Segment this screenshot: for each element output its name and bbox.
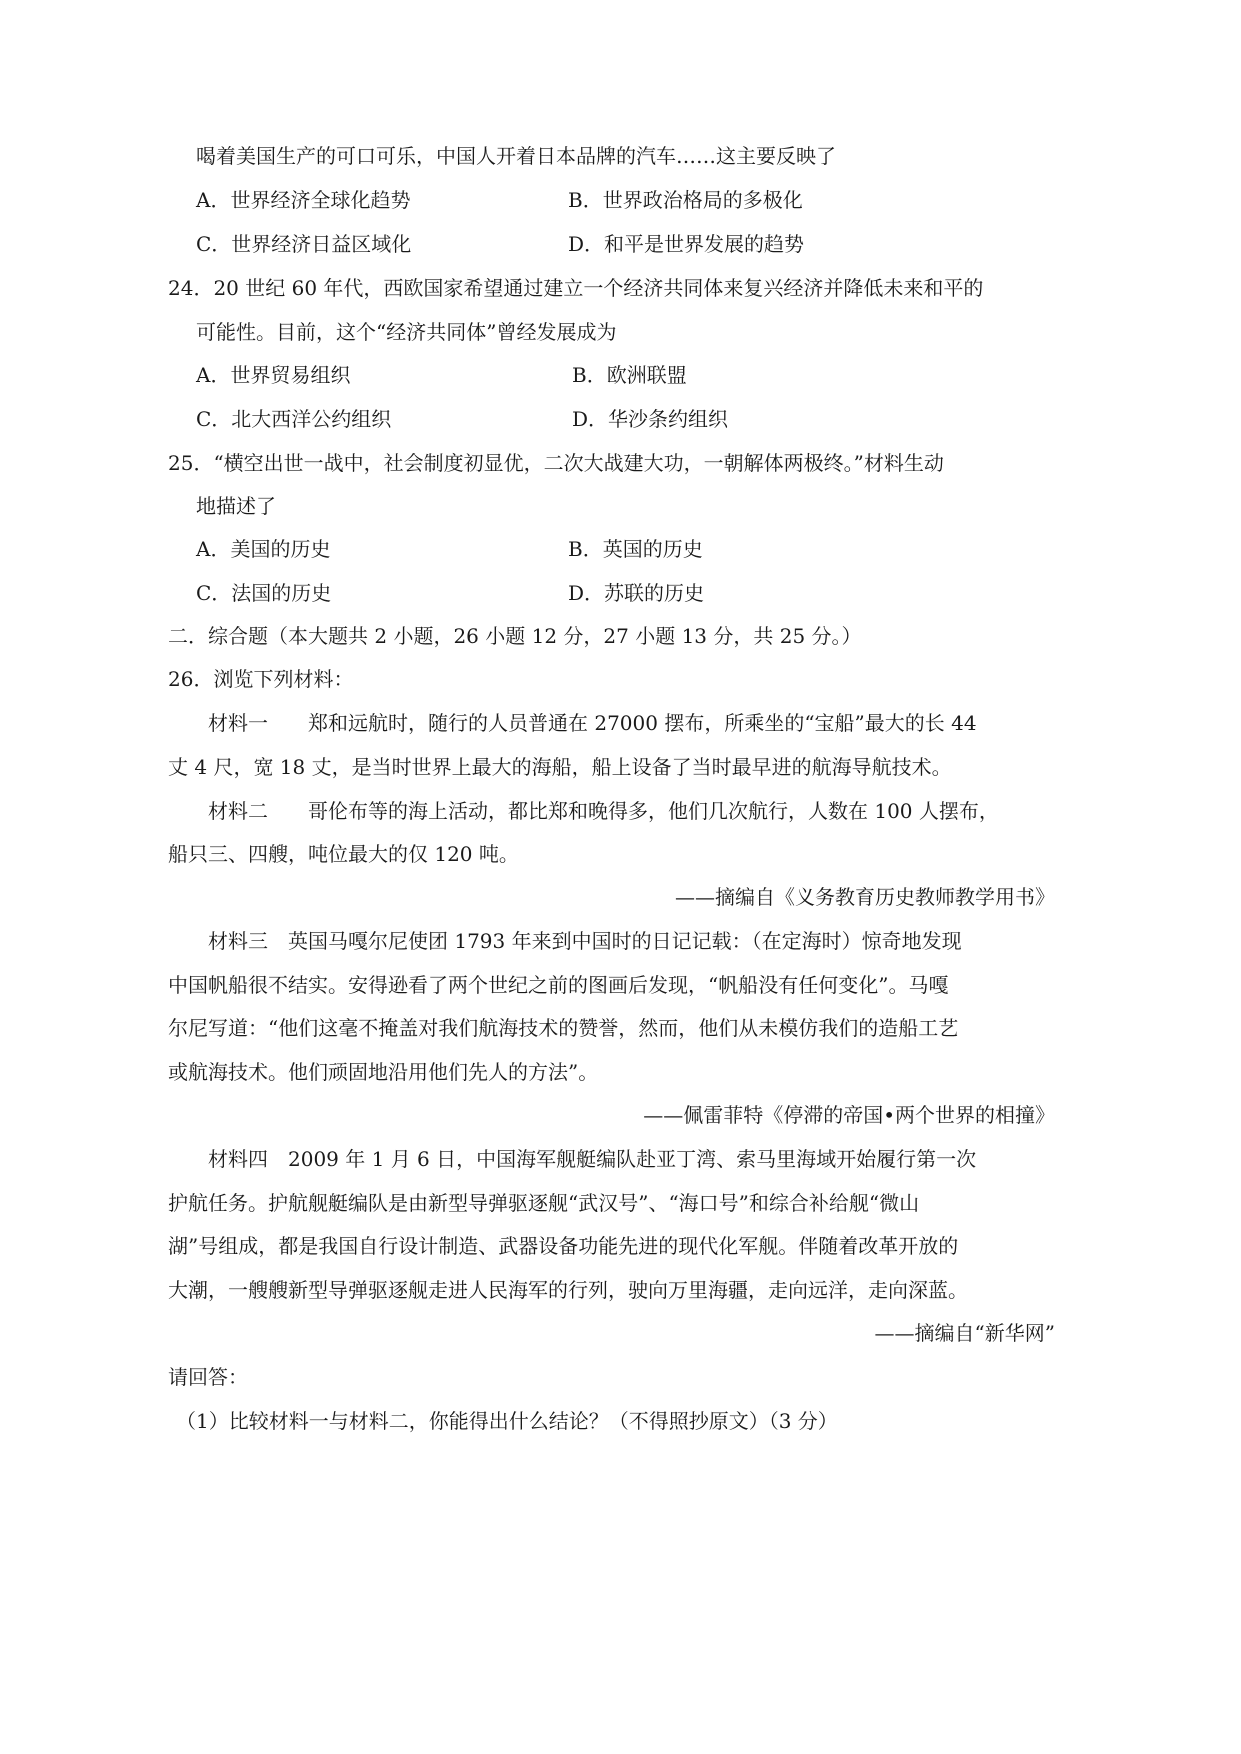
q24-option-d: D．华沙条约组织 (572, 407, 729, 431)
material1-line2: 丈 4 尺，宽 18 丈，是当时世界上最大的海船，船上设备了当时最早进的航海导航技术。 (168, 755, 952, 779)
material2-line2: 船只三、四艘，吨位最大的仅 120 吨。 (168, 842, 519, 866)
q25-stem-line1: 25．“横空出世一战中，社会制度初显优，二次大战建大功，一朝解体两极终。”材料生动 (168, 451, 944, 475)
source-attribution-1: ——摘编自《义务教育历史教师教学用书》 (675, 885, 1055, 909)
q24-stem-line1: 24．20 世纪 60 年代，西欧国家希望通过建立一个经济共同体来复兴经济并降低未来和平的 (168, 276, 984, 300)
material3-line1: 材料三 英国马嘎尔尼使团 1793 年来到中国时的日记记载：（在定海时）惊奇地发现 (208, 929, 962, 953)
material3-line2: 中国帆船很不结实。安得逊看了两个世纪之前的图画后发现，“帆船没有任何变化”。马嘎 (168, 973, 949, 997)
material4-line3: 湖”号组成，都是我国自行设计制造、武器设备功能先进的现代化军舰。伴随着改革开放的 (168, 1234, 959, 1258)
q25-option-a: A．美国的历史 (196, 537, 331, 561)
answer-prompt: 请回答： (168, 1365, 248, 1389)
material2-line1: 材料二 哥伦布等的海上活动，都比郑和晚得多，他们几次航行，人数在 100 人摆布， (208, 799, 999, 823)
q24-option-a: A．世界贸易组织 (196, 363, 351, 387)
material3-line4: 或航海技术。他们顽固地沿用他们先人的方法”。 (168, 1060, 599, 1084)
material4-line4: 大潮，一艘艘新型导弹驱逐舰走进人民海军的行列，驶向万里海疆，走向远洋，走向深蓝。 (168, 1278, 968, 1302)
q24-option-b: B．欧洲联盟 (572, 363, 687, 387)
q25-option-c: C．法国的历史 (196, 581, 332, 605)
q25-option-b: B．英国的历史 (568, 537, 703, 561)
q23-option-c: C．世界经济日益区域化 (196, 232, 412, 256)
material3-line3: 尔尼写道：“他们这毫不掩盖对我们航海技术的赞誉，然而，他们从未模仿我们的造船工艺 (168, 1016, 959, 1040)
q23-option-b: B．世界政治格局的多极化 (568, 188, 803, 212)
material4-line2: 护航任务。护航舰艇编队是由新型导弹驱逐舰“武汉号”、“海口号”和综合补给舰“微山 (168, 1191, 920, 1215)
sub-question-1: （1）比较材料一与材料二，你能得出什么结论？（不得照抄原文）（3 分） (176, 1409, 838, 1433)
q25-option-d: D．苏联的历史 (568, 581, 705, 605)
section2-heading: 二．综合题（本大题共 2 小题，26 小题 12 分，27 小题 13 分，共 25 分。） (168, 624, 862, 648)
source-attribution-2: ——佩雷菲特《停滞的帝国•两个世界的相撞》 (643, 1103, 1055, 1127)
q23-option-a: A．世界经济全球化趋势 (196, 188, 411, 212)
material1-line1: 材料一 郑和远航时，随行的人员普通在 27000 摆布，所乘坐的“宝船”最大的长 44 (208, 711, 977, 735)
q24-stem-line2: 可能性。目前，这个“经济共同体”曾经发展成为 (196, 320, 617, 344)
q26-intro: 26．浏览下列材料： (168, 667, 354, 691)
q25-stem-line2: 地描述了 (196, 494, 276, 518)
material4-line1: 材料四 2009 年 1 月 6 日，中国海军舰艇编队赴亚丁湾、索马里海域开始履行第一次 (208, 1147, 977, 1171)
source-attribution-3: ——摘编自“新华网” (874, 1321, 1055, 1345)
q23-option-d: D．和平是世界发展的趋势 (568, 232, 805, 256)
q24-option-c: C．北大西洋公约组织 (196, 407, 392, 431)
q23-stem: 喝着美国生产的可口可乐，中国人开着日本品牌的汽车……这主要反映了 (196, 144, 836, 168)
